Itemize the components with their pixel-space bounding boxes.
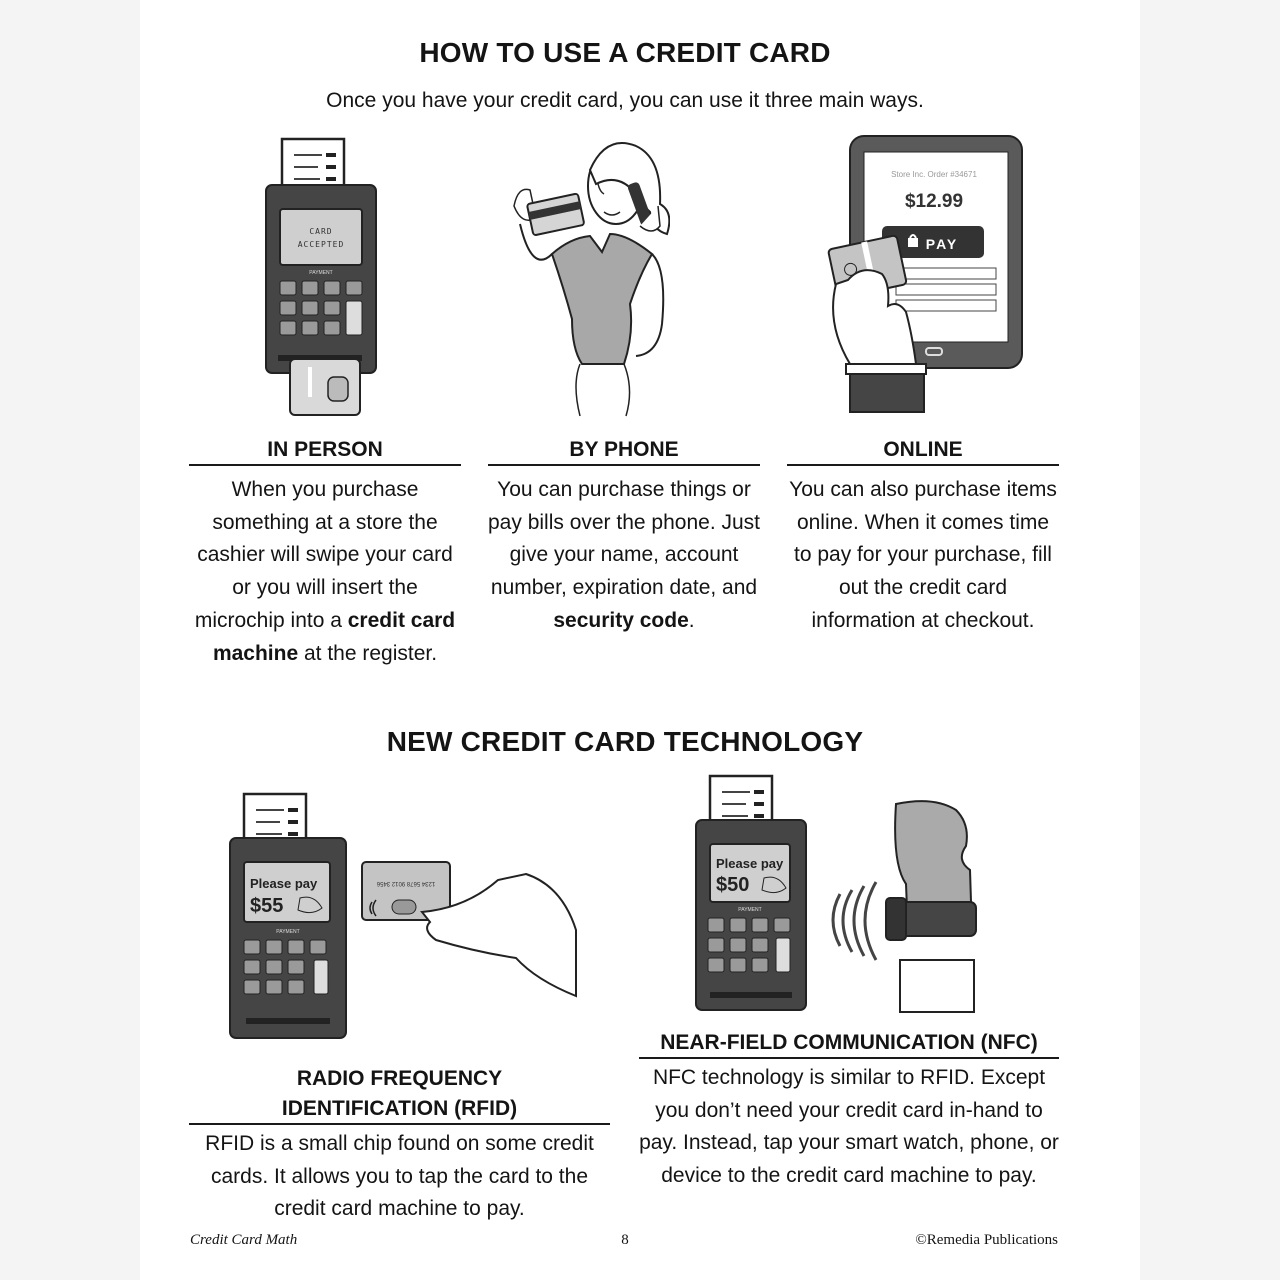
column-body-in-person: [189, 474, 461, 670]
terminal-payment-label: PAYMENT: [309, 270, 333, 276]
body-text: at the register.: [298, 641, 438, 665]
nfc-screen-amount: $50: [716, 874, 750, 896]
body-text: When you purchase something at a store the cashier will swipe your card or you will insert the microchip into a: [194, 478, 453, 632]
bold-term: credit card machine: [212, 608, 456, 665]
body-text: .: [688, 608, 695, 632]
rfid-screen-line1: Please pay: [250, 876, 318, 891]
nfc-heading: NEAR-FIELD COMMUNICATION (NFC): [639, 1030, 1059, 1059]
tablet-amount: $12.99: [904, 191, 964, 212]
footer-publisher: ©Remedia Publications: [915, 1232, 1058, 1248]
nfc-screen-line1: Please pay: [716, 856, 784, 871]
column-body-online: [787, 474, 1059, 638]
page-intro: Once you have your credit card, you can use it three main ways.: [326, 89, 924, 112]
terminal-screen-line1: CARD: [309, 227, 333, 236]
nfc-body: NFC technology is similar to RFID. Except you don’t need your credit card in-hand to pay. Instead, tap your smart watch, phone, or device to the credit card machine to pay.: [639, 1066, 1059, 1188]
column-heading-in-person: IN PERSON: [189, 437, 461, 466]
rfid-heading-line2: IDENTIFICATION (RFID): [189, 1096, 610, 1125]
bold-term: security code: [553, 608, 689, 632]
card-terminal-chip-illustration: [262, 137, 378, 419]
column-body-by-phone: [488, 474, 760, 638]
footer-page-number: 8: [621, 1232, 629, 1248]
rfid-heading-line1: RADIO FREQUENCY: [296, 1067, 503, 1090]
rfid-tap-illustration: [226, 790, 578, 1042]
column-heading-by-phone: BY PHONE: [488, 437, 760, 466]
nfc-watch-tap-illustration: [694, 774, 984, 1014]
woman-on-phone-illustration: [512, 134, 670, 419]
rfid-screen-amount: $55: [250, 895, 284, 917]
footer-book-title: Credit Card Math: [190, 1232, 298, 1248]
terminal-screen-line2: ACCEPTED: [297, 240, 345, 249]
tech-section-title: NEW CREDIT CARD TECHNOLOGY: [386, 726, 864, 757]
page-title: HOW TO USE A CREDIT CARD: [419, 37, 831, 68]
nfc-payment-label: PAYMENT: [738, 907, 762, 913]
body-text: You can also purchase items online. When it comes time to pay for your purchase, fill out the credit card information at checkout.: [789, 478, 1057, 632]
rfid-payment-label: PAYMENT: [276, 929, 300, 935]
tablet-pay-button: PAY: [925, 236, 959, 252]
tablet-order-text: Store Inc. Order #34671: [891, 170, 977, 179]
column-heading-online: ONLINE: [787, 437, 1059, 466]
body-text: You can purchase things or pay bills over the phone. Just give your name, account number, expiration date, and: [488, 478, 760, 600]
rfid-body: RFID is a small chip found on some credit cards. It allows you to tap the card to the credit card machine to pay.: [205, 1132, 594, 1221]
tablet-payment-illustration: [826, 134, 1024, 416]
rfid-card-number: 1234 5678 9012 3456: [376, 880, 436, 886]
